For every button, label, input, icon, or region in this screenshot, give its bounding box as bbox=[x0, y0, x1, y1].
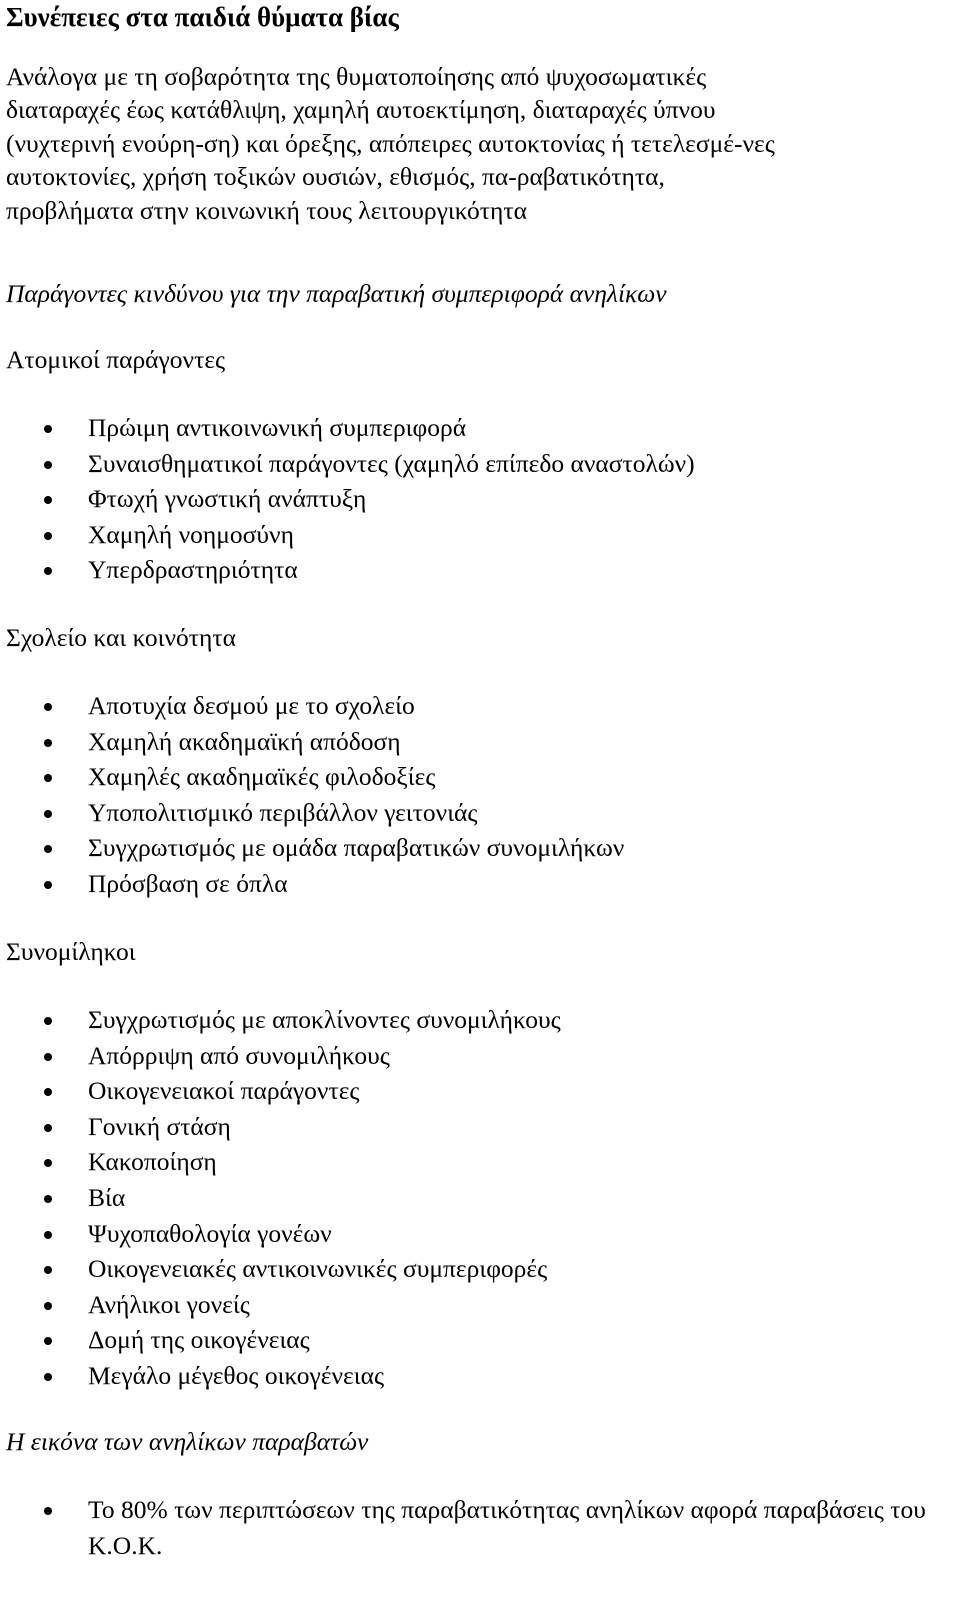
bullet-icon bbox=[44, 1195, 52, 1203]
bullet-icon bbox=[44, 1159, 52, 1167]
bullet-icon bbox=[44, 532, 52, 540]
list-item-text: Ψυχοπαθολογία γονέων bbox=[88, 1218, 332, 1248]
bullet-icon bbox=[44, 567, 52, 575]
bullet-icon bbox=[44, 1053, 52, 1061]
list-item-text: Πρόσβαση σε όπλα bbox=[88, 868, 288, 898]
list-item bbox=[6, 1002, 946, 1038]
list-item-text: Χαμηλή νοημοσύνη bbox=[88, 519, 294, 549]
list-item bbox=[6, 759, 946, 795]
list-item bbox=[6, 1492, 928, 1563]
list-item bbox=[6, 1216, 946, 1252]
list-item-text: Αποτυχία δεσμού με το σχολείο bbox=[88, 691, 415, 720]
list-item bbox=[6, 552, 946, 588]
list-item bbox=[6, 517, 946, 553]
bullet-icon bbox=[44, 1302, 52, 1310]
list-item-text: Πρώιμη αντικοινωνική συμπεριφορά bbox=[88, 413, 467, 442]
list-item-text: Μεγάλο μέγεθος οικογένειας bbox=[88, 1360, 385, 1390]
intro-line: (νυχτερινή ενούρη-ση) και όρεξης, απόπειρες αυτοκτονίας ή τετελεσμέ-νες bbox=[6, 128, 775, 158]
list-item-text: Συγχρωτισμός με αποκλίνοντες συνομιλήκους bbox=[88, 1005, 561, 1034]
bullet-icon bbox=[44, 425, 52, 433]
list-item bbox=[6, 1322, 946, 1358]
list-item-text: Υποπολιτισμικό περιβάλλον γειτονιάς bbox=[88, 797, 478, 827]
bullet-icon bbox=[44, 1088, 52, 1096]
bullet-icon bbox=[44, 810, 52, 818]
bullet-icon bbox=[44, 1266, 52, 1274]
list-item bbox=[6, 481, 946, 517]
list-item bbox=[6, 688, 946, 724]
school-community-list bbox=[6, 688, 946, 902]
list-item bbox=[6, 830, 946, 866]
list-item-text: Χαμηλή ακαδημαϊκή απόδοση bbox=[88, 726, 401, 756]
intro-line: διαταραχές έως κατάθλιψη, χαμηλή αυτοεκτίμηση, διαταραχές ύπνου bbox=[6, 95, 716, 125]
list-item-text: Ανήλικοι γονείς bbox=[88, 1289, 250, 1319]
intro-line: προβλήματα στην κοινωνική τους λειτουργικότητα bbox=[6, 195, 527, 225]
individual-factors-heading: Ατομικοί παράγοντες bbox=[6, 345, 226, 374]
bullet-icon bbox=[44, 1373, 52, 1381]
bullet-icon bbox=[44, 1124, 52, 1132]
list-item bbox=[6, 1073, 946, 1109]
list-item bbox=[6, 1144, 946, 1180]
list-item bbox=[6, 1038, 946, 1074]
list-item bbox=[6, 1358, 946, 1394]
list-item-text: Απόρριψη από συνομιλήκους bbox=[88, 1040, 390, 1070]
list-item-text: Γονική στάση bbox=[88, 1111, 231, 1141]
individual-factors-list bbox=[6, 410, 946, 588]
list-item bbox=[6, 1287, 946, 1323]
peers-list bbox=[6, 1002, 946, 1394]
bullet-icon bbox=[44, 1337, 52, 1345]
list-item bbox=[6, 795, 946, 831]
list-item-text: Οικογενειακές αντικοινωνικές συμπεριφορές bbox=[88, 1254, 548, 1284]
offender-profile-heading: Η εικόνα των ανηλίκων παραβατών bbox=[6, 1427, 369, 1456]
list-item-text: Συναισθηματικοί παράγοντες (χαμηλό επίπεδο αναστολών) bbox=[88, 448, 695, 478]
intro-line: Ανάλογα με τη σοβαρότητα της θυματοποίησης από ψυχοσωματικές bbox=[6, 62, 707, 91]
bullet-icon bbox=[44, 739, 52, 747]
list-item bbox=[6, 1251, 946, 1287]
bullet-icon bbox=[44, 774, 52, 782]
list-item bbox=[6, 866, 946, 902]
bullet-icon bbox=[44, 1231, 52, 1239]
intro-paragraph bbox=[6, 60, 952, 227]
list-item bbox=[6, 410, 946, 446]
intro-line: αυτοκτονίες, χρήση τοξικών ουσιών, εθισμός, πα-ραβατικότητα, bbox=[6, 162, 665, 192]
list-item-text: Το 80% των περιπτώσεων της παραβατικότητας ανηλίκων αφορά παραβάσεις του Κ.Ο.Κ. bbox=[88, 1495, 926, 1560]
list-item-text: Δομή της οικογένειας bbox=[88, 1325, 310, 1355]
bullet-icon bbox=[44, 496, 52, 504]
offender-profile-list bbox=[6, 1492, 946, 1563]
bullet-icon bbox=[44, 461, 52, 469]
list-item-text: Συγχρωτισμός με ομάδα παραβατικών συνομιλήκων bbox=[88, 833, 625, 863]
list-item-text: Υπερδραστηριότητα bbox=[88, 555, 298, 585]
bullet-icon bbox=[44, 881, 52, 889]
bullet-icon bbox=[44, 1507, 52, 1515]
list-item bbox=[6, 1109, 946, 1145]
list-item bbox=[6, 724, 946, 760]
document-title: Συνέπειες στα παιδιά θύματα βίας bbox=[6, 2, 399, 32]
list-item-text: Κακοποίηση bbox=[88, 1147, 217, 1177]
bullet-icon bbox=[44, 703, 52, 711]
risk-factors-heading: Παράγοντες κινδύνου για την παραβατική συμπεριφορά ανηλίκων bbox=[6, 279, 667, 308]
peers-heading: Συνομίληκοι bbox=[6, 937, 136, 966]
school-community-heading: Σχολείο και κοινότητα bbox=[6, 623, 236, 652]
list-item-text: Χαμηλές ακαδημαϊκές φιλοδοξίες bbox=[88, 762, 436, 792]
list-item bbox=[6, 1180, 946, 1216]
bullet-icon bbox=[44, 845, 52, 853]
list-item-text: Φτωχή γνωστική ανάπτυξη bbox=[88, 484, 367, 514]
list-item-text: Οικογενειακοί παράγοντες bbox=[88, 1076, 360, 1106]
list-item-text: Βία bbox=[88, 1182, 126, 1212]
bullet-icon bbox=[44, 1017, 52, 1025]
list-item bbox=[6, 446, 946, 482]
